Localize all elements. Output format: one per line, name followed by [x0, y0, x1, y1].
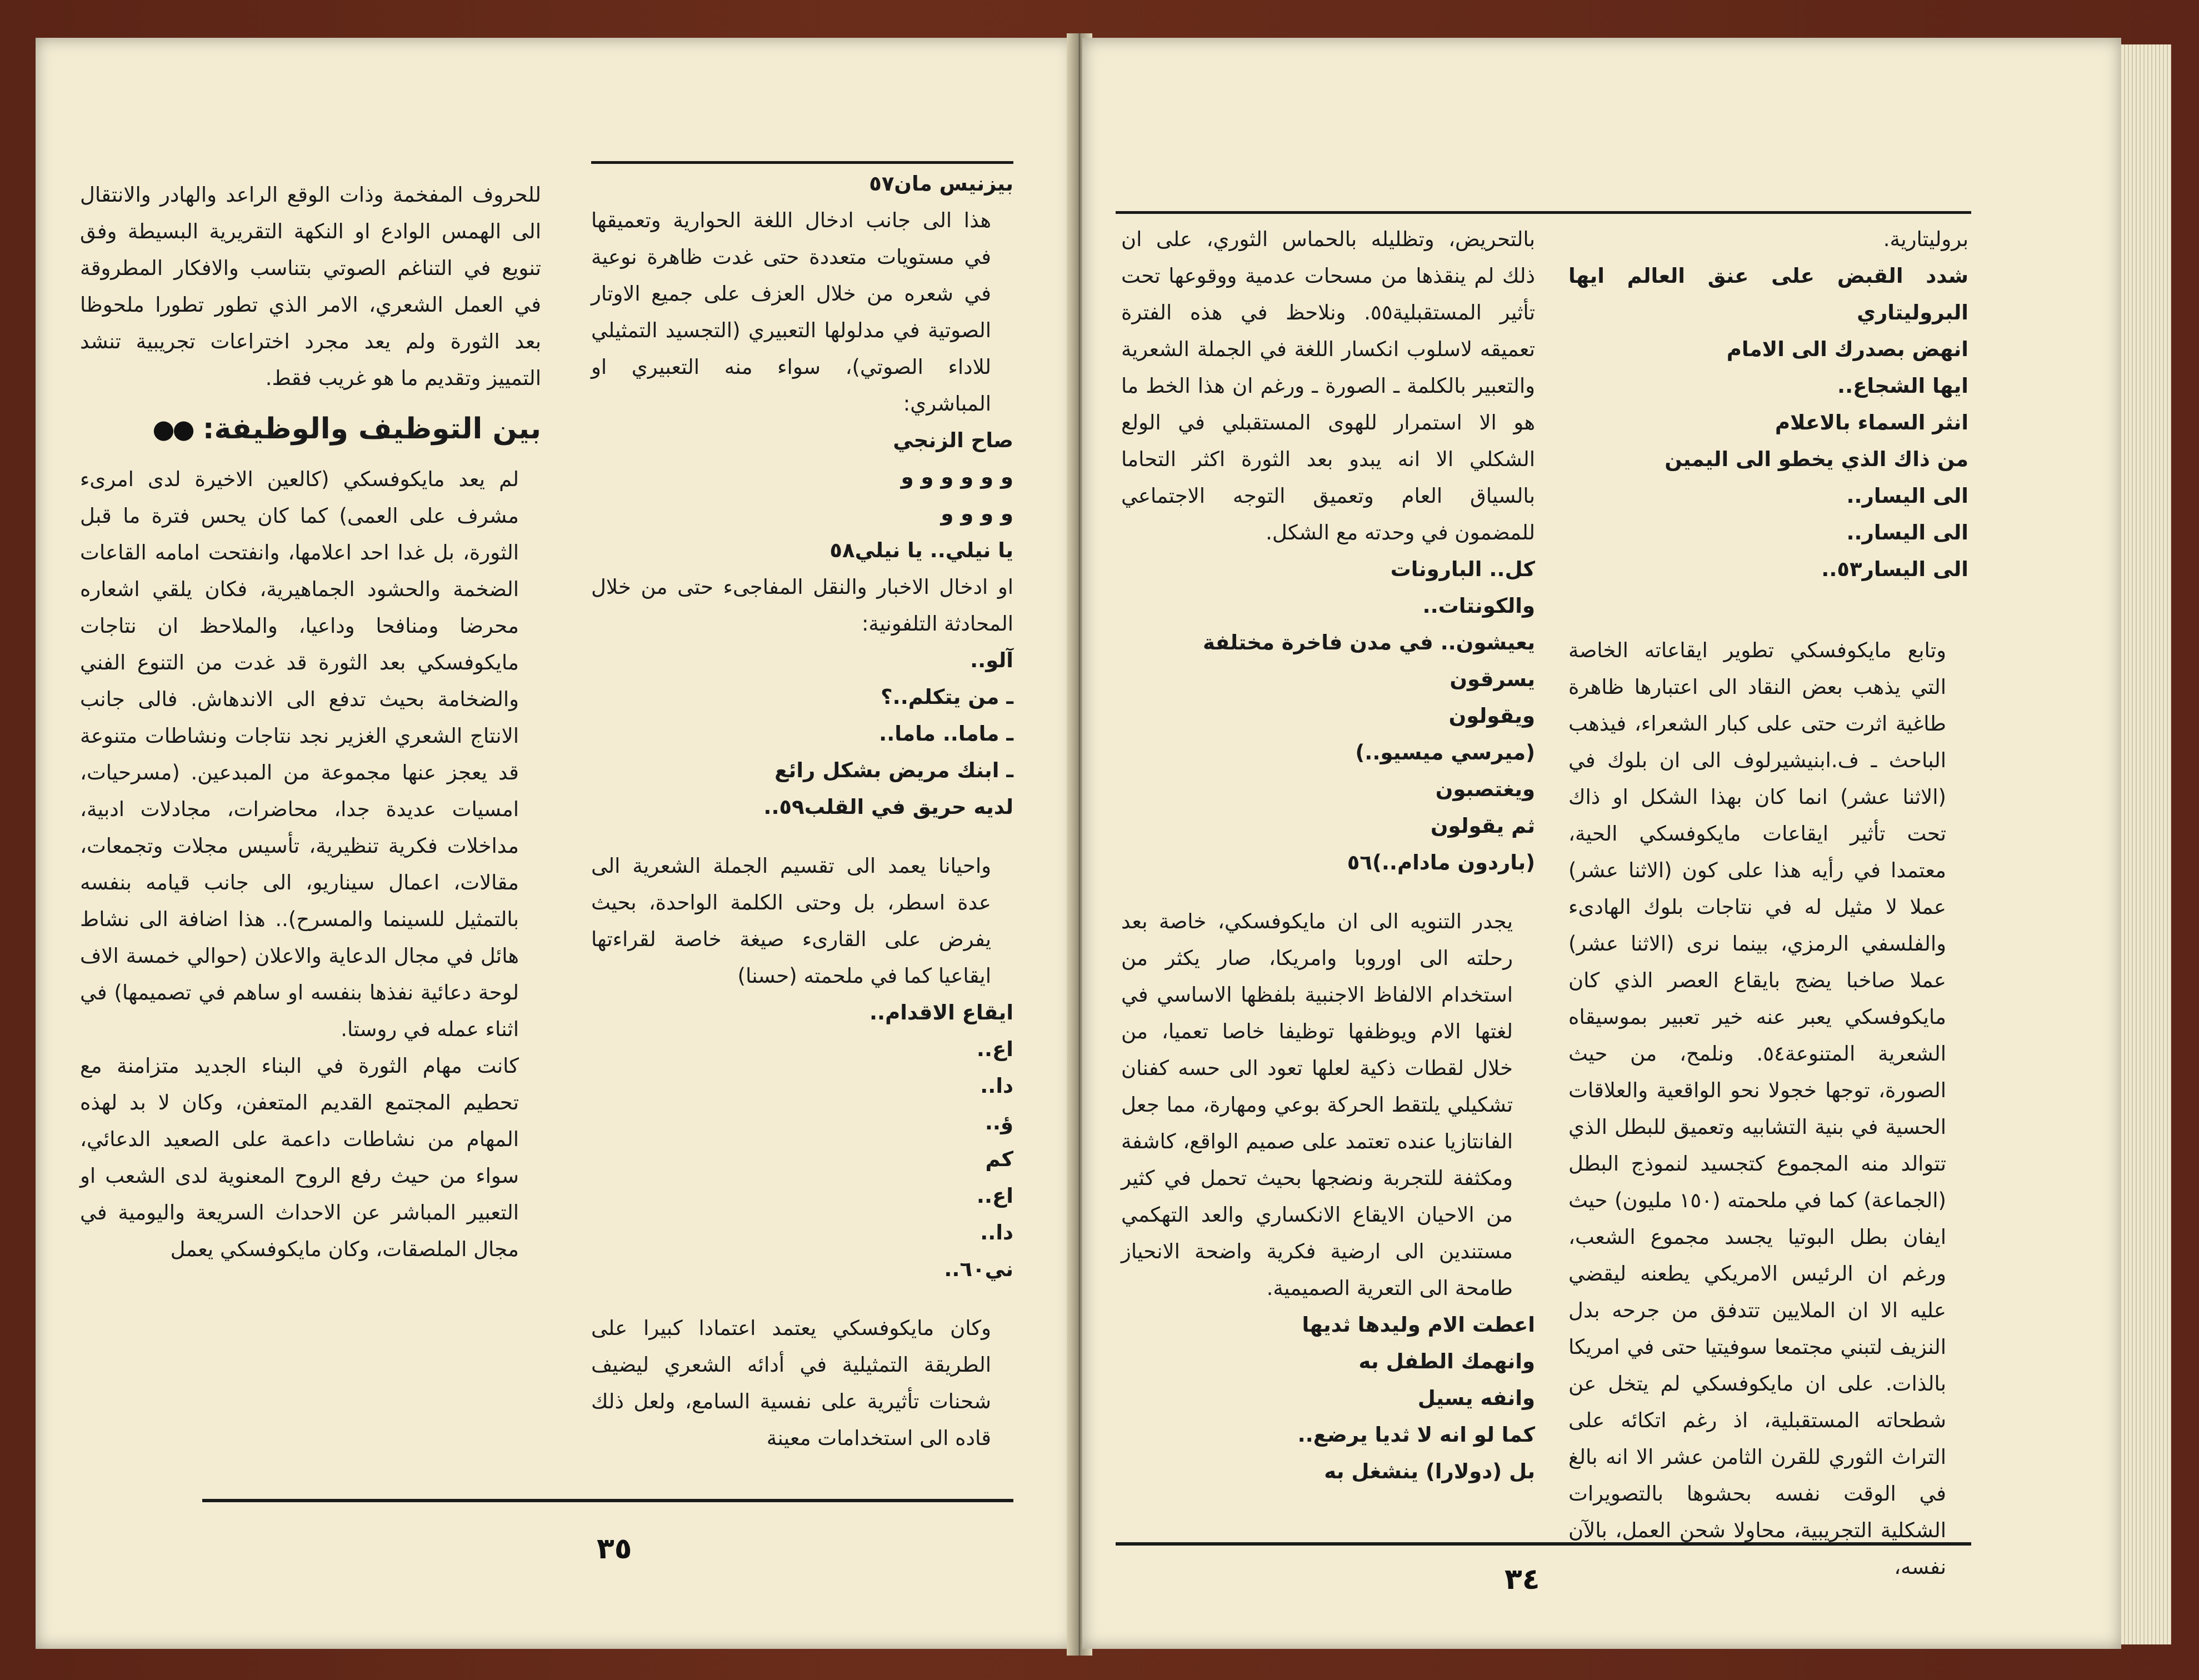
verse-line: شدد القبض على عنق العالم ايها البروليتاري	[1568, 264, 1968, 324]
top-rule	[1116, 211, 1971, 214]
paragraph: واحيانا يعمد الى تقسيم الجملة الشعرية الى عدة اسطر، بل وحتى الكلمة الواحدة، بحيث يفرض على القارىء صيغة خاصة لقراءتها ايقاعيا كما في ملحمته (حسنا)	[591, 854, 991, 988]
verse-line: كم	[985, 1147, 1013, 1171]
page-edges	[2121, 44, 2171, 1644]
verse-line: دا..	[980, 1074, 1013, 1098]
paragraph: يجدر التنويه الى ان مايكوفسكي، خاصة بعد رحلته الى اوروبا وامريكا، صار يكثر من استخدام الالفاظ الاجنبية بلفظها الاساسي في لغتها الام ويوظفها توظيفا خاصا تعميا، من خلال لقطات ذكية لعلها تعود الى حسه كفنان تشكيلي يلتقط الحركة بوعي ومهارة، مما جعل الفانتازيا عنده تعتمد على صميم الواقع، كاشفة ومكثفة للتجربة ونضجها بحيث تحمل في كثير من الاحيان الايقاع الانكساري والعد التهكمي مستندين الى ارضية فكرية واضحة الانحياز طامحة الى التعرية الصميمية.	[1121, 909, 1513, 1300]
page-number: ٣٥	[597, 1532, 632, 1566]
paragraph: لم يعد مايكوفسكي (كالعين الاخيرة لدى امرىء مشرف على العمى) كما كان يحس فترة ما قبل الثورة، بل غدا احد اعلامها، وانفتحت امامه القاعات الضخمة والحشود الجماهيرية، فكان يلقي اشعاره محرضا ومنافحا وداعيا، والملاحظ ان نتاجات مايكوفسكي بعد الثورة قد غدت من التنوع الفني والضخامة بحيث تدفع الى الاندهاش. فالى جانب الانتاج الشعري الغزير نجد نتاجات ونشاطات متنوعة قد يعجز عنها مجموعة من المبدعين. (مسرحيات، امسيات عديدة جدا، محاضرات، مجادلات ادبية، مداخلات فكرية تنظيرية، تأسيس مجلات وتجمعات، مقالات، اعمال سيناريو، الى جانب قيامه بنفسه بالتمثيل للسينما والمسرح).. هذا اضافة الى نشاط هائل في مجال الدعاية والاعلان (حوالي خمسة الاف لوحة دعائية نفذها بنفسه او ساهم في تصميمها) في اثناء عمله في روستا.	[80, 467, 519, 1041]
verse-line: اع..	[976, 1037, 1013, 1061]
left-page-right-column	[591, 166, 1013, 1457]
footer-rule	[202, 1499, 1013, 1502]
spacer	[591, 826, 1013, 848]
verse-line: ويقولون	[1448, 704, 1535, 728]
verse-line: لديه حريق في القلب٥٩..	[763, 795, 1013, 819]
verse-line: انثر السماء بالاعلام	[1775, 411, 1968, 434]
paragraph: كانت مهام الثورة في البناء الجديد متزامنة مع تحطيم المجتمع القديم المتعفن، وكان لا بد لهذه المهام من نشاطات داعمة على الصعيد الدعائي، سواء من حيث رفع الروح المعنوية لدى الشعب او التعبير المباشر عن الاحداث السريعة واليومية في مجال الملصقات، وكان مايكوفسكي يعمل	[80, 1054, 519, 1261]
verse-line: انهض بصدرك الى الامام	[1726, 337, 1968, 361]
left-page	[36, 38, 1074, 1649]
section-heading	[80, 407, 541, 451]
paragraph: بالتحريض، وتظليله بالحماس الثوري، على ان ذلك لم ينقذها من مسحات عدمية ووقوعها تحت تأثير المستقبلية٥٥. ونلاحظ في هذه الفترة تعميقه لاسلوب انكسار اللغة في الجملة الشعرية والتعبير بالكلمة ـ الصورة ـ ورغم ان هذا الخط ما هو الا استمرار للهوى المستقبلي في الولع الشكلي الا انه يبدو بعد الثورة اكثر التحاما بالسياق العام وتعميق التوجه الاجتماعي للمضمون في وحدته مع الشكل.	[1121, 227, 1536, 544]
verse-line: ـ ماما.. ماما..	[879, 722, 1013, 746]
verse-line: يسرقون	[1450, 667, 1535, 691]
bullet-dots-icon: ●●	[152, 414, 193, 444]
verse-line: و و و و و و	[901, 465, 1013, 489]
verse-line: صاح الزنجي	[893, 428, 1013, 452]
verse-line: يعيشون.. في مدن فاخرة مختلفة	[1203, 631, 1535, 654]
footer-rule	[1116, 1542, 1971, 1546]
verse-line: الى اليسار٥٣..	[1821, 557, 1968, 581]
paragraph: وكان مايكوفسكي يعتمد اعتمادا كبيرا على الطريقة التمثيلية في أدائه الشعري ليضيف شحنات تأثيرية على نفسية السامع، ولعل ذلك قاده الى استخدامات معينة	[591, 1316, 991, 1450]
verse-line: من ذاك الذي يخطو الى اليمين	[1665, 447, 1968, 471]
left-page-left-column	[80, 177, 541, 1268]
verse-line: كل.. البارونات	[1390, 557, 1535, 581]
verse-line: آلو..	[970, 648, 1013, 672]
verse-line: الى اليسار..	[1846, 484, 1968, 508]
paragraph: وتابع مايكوفسكي تطوير ايقاعاته الخاصة التي يذهب بعض النقاد الى اعتبارها ظاهرة طاغية اثرت حتى على كبار الشعراء، فيذهب الباحث ـ ف.ابنيشيرلوف الى ان بلوك في (الاثنا عشر) انما كان بهذا الشكل او ذاك تحت تأثير ايقاعات مايكوفسكي الحية، معتمدا في رأيه هذا على كون (الاثنا عشر) عملا لا مثيل له في نتاجات بلوك الهادىء والفلسفي الرمزي، بينما نرى (الاثنا عشر) عملا صاخبا يضج بايقاع العصر الذي كان مايكوفسكي يعبر عنه خير تعبير بموسيقاه الشعرية المتنوعة٥٤. ونلمح، من حيث الصورة، توجها خجولا نحو الواقعية والعلاقات الحسية في بنية التشابيه وتعميق للبطل الذي تتوالد منه المجموع كتجسيد لنموذج البطل (الجماعة) كما في ملحمته (١٥٠ مليون) حيث ايفان بطل البوتيا يجسد مجموع الشعب، ورغم ان الرئيس الامريكي يطعنه ليقضي عليه الا ان الملايين تتدفق من جرحه بدل النزيف لتبني مجتمعا سوفيتيا حتى في امريكا بالذات. على ان مايكوفسكي لم يتخل عن شطحاته المستقبلية، اذ رغم اتكائه على التراث الثوري للقرن الثامن عشر الا انه بالغ في الوقت نفسه بحشوها بالتصويرات الشكلية التجريبية، محاولا شحن العمل، بالآن نفسه،	[1568, 638, 1946, 1579]
spacer	[591, 1288, 1013, 1310]
verse-line: بيزنيس مان٥٧	[869, 172, 1013, 196]
verse-line: دا..	[980, 1221, 1013, 1244]
right-page-right-column	[1568, 221, 1968, 1586]
verse-line: ويغتصبون	[1435, 777, 1535, 801]
right-page	[1082, 38, 2121, 1649]
verse-line: ايقاع الاقدام..	[869, 1001, 1013, 1024]
paragraph: هذا الى جانب ادخال اللغة الحوارية وتعميقها في مستويات متعددة حتى غدت ظاهرة نوعية في شعره من خلال العزف على جميع الاوتار الصوتية في مدلولها التعبيري (التجسيد التمثيلي للاداء الصوتي)، سواء منه التعبيري او المباشري:	[591, 208, 991, 416]
verse-line: اع..	[976, 1184, 1013, 1208]
right-page-left-column	[1121, 221, 1535, 1490]
verse-line: (باردون مادام..)٥٦	[1347, 851, 1535, 874]
verse-line: وانفه يسيل	[1417, 1386, 1535, 1410]
spacer	[1568, 588, 1968, 610]
verse-line: والكونتات..	[1422, 594, 1535, 618]
paragraph: بروليتارية.	[1883, 227, 1968, 251]
verse-line: اعطت الام وليدها ثديها	[1302, 1313, 1535, 1337]
verse-line: ايها الشجاع..	[1837, 374, 1968, 398]
spacer	[1568, 610, 1968, 632]
verse-line: ـ من يتكلم..؟	[881, 685, 1013, 709]
spacer	[1121, 881, 1535, 903]
paragraph: او ادخال الاخبار والنقل المفاجىء حتى من خلال المحادثة التلفونية:	[591, 575, 1013, 636]
verse-line: كما لو انه لا ثديا يرضع..	[1297, 1423, 1535, 1447]
verse-line: ـ ابنك مريض بشكل رائع	[774, 758, 1013, 782]
verse-line: و و و و	[941, 502, 1013, 526]
section-title: بين التوظيف والوظيفة:	[202, 412, 541, 446]
verse-line: بل (دولارا) ينشغل به	[1324, 1459, 1535, 1483]
verse-line: يا نيلي.. يا نيلي٥٨	[829, 538, 1013, 562]
verse-line: ثم يقولون	[1430, 814, 1535, 838]
verse-line: ؤ..	[984, 1111, 1013, 1134]
paragraph: للحروف المفخمة وذات الوقع الراعد والهادر والانتقال الى الهمس الوادع او النكهة التقريرية البسيطة وفق تنويع في التناغم الصوتي بتناسب والافكار المطروقة في العمل الشعري، الامر الذي تطور تطورا ملحوظا بعد الثورة ولم يعد مجرد اختراعات تجريبية تنشد التمييز وتقديم ما هو غريب فقط.	[80, 183, 541, 390]
page-number: ٣٤	[1505, 1563, 1540, 1596]
verse-line: ني٦٠..	[944, 1257, 1013, 1281]
top-rule	[591, 161, 1013, 164]
verse-line: (ميرسي ميسيو..)	[1355, 741, 1535, 764]
verse-line: وانهمك الطفل به	[1358, 1349, 1535, 1373]
verse-line: الى اليسار..	[1846, 521, 1968, 544]
